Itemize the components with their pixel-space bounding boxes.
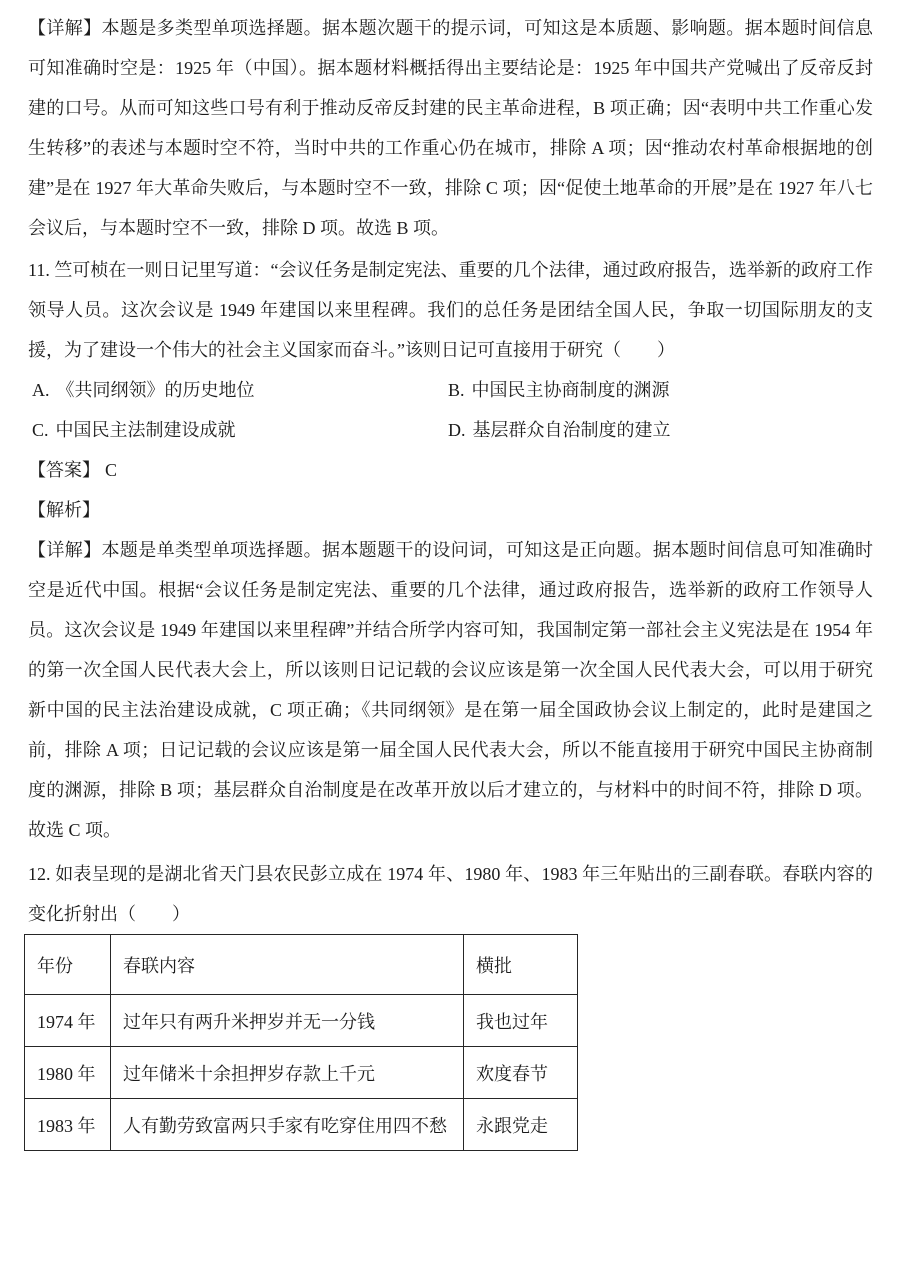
option-d-label: D. <box>448 420 466 440</box>
table-row <box>25 1047 578 1099</box>
answer-value: C <box>105 460 118 480</box>
option-a-text: 《共同纲领》的历史地位 <box>56 380 255 400</box>
option-c <box>28 410 448 450</box>
option-c-text: 中国民主法制建设成就 <box>55 420 236 440</box>
option-b-label: B. <box>448 380 465 400</box>
question-11-options <box>28 370 873 450</box>
question-11-explanation-text: 本题是单类型单项选择题。据本题题干的设问词，可知这是正向题。据本题时间信息可知准确时空是近代中国。根据“会议任务是制定宪法、重要的几个法律，通过政府报告，选举新的政府工作领导人员。这次会议是 1949 年建国以来里程碑”并结合所学内容可知，我国制定第一部社会主义宪法是在 1954 年的第一次全国人民代表大会上，所以该则日记记载的会议应该是第一次全国人民代表大会，可以用于研究新中国的民主法治建设成就，C 项正确；《共同纲领》是在第一届全国政协会议上制定的，此时是建国之前，排除 A 项；日记记载的会议应该是第一届全国人民代表大会，所以不能直接用于研究中国民主协商制度的渊源，排除 B 项；基层群众自治制度是在改革开放以后才建立的，与材料中的时间不符，排除 D 项。故选 C 项。 <box>28 540 873 840</box>
header-cell-banner: 横批 <box>464 935 578 995</box>
table-header-row <box>25 935 578 995</box>
question-11-answer-line <box>28 450 873 490</box>
analysis-label: 【解析】 <box>28 500 100 520</box>
option-a-label: A. <box>32 380 50 400</box>
question-12-stem: 12. 如表呈现的是湖北省天门县农民彭立成在 1974 年、1980 年、1983 年三年贴出的三副春联。春联内容的变化折射出（ ） <box>28 864 873 924</box>
option-b-text: 中国民主协商制度的渊源 <box>471 380 670 400</box>
q10-explanation-text: 本题是多类型单项选择题。据本题次题干的提示词，可知这是本质题、影响题。据本题时间信息可知准确时空是：1925 年（中国）。据本题材料概括得出主要结论是：1925 年中国共产党喊出了反帝反封建的口号。从而可知这些口号有利于推动反帝反封建的民主革命进程，B 项正确；因“表明中共工作重心发生转移”的表述与本题时空不符，当时中共的工作重心仍在城市，排除 A 项；因“推动农村革命根据地的创建”是在 1927 年大革命失败后，与本题时空不一致，排除 C 项；因“促使土地革命的开展”是在 1927 年八七会议后，与本题时空不一致，排除 D 项。故选 B 项。 <box>28 18 873 238</box>
cell-year-1974: 1974 年 <box>25 995 111 1047</box>
cell-banner-1980: 欢度春节 <box>464 1047 578 1099</box>
option-d-text: 基层群众自治制度的建立 <box>472 420 671 440</box>
header-cell-year: 年份 <box>25 935 111 995</box>
option-a <box>28 370 448 410</box>
cell-couplet-1983: 人有勤劳致富两只手家有吃穿住用四不愁 <box>111 1099 464 1151</box>
question-11-explanation-paragraph <box>28 530 873 850</box>
question-11-analysis-line <box>28 490 873 530</box>
answer-label: 【答案】 <box>28 460 100 480</box>
question-11-stem: 11. 竺可桢在一则日记里写道：“会议任务是制定宪法、重要的几个法律，通过政府报告，选举新的政府工作领导人员。这次会议是 1949 年建国以来里程碑。我们的总任务是团结全国人民，争取一切国际朋友的支援，为了建设一个伟大的社会主义国家而奋斗。”该则日记可直接用于研究（ ） <box>28 260 873 360</box>
option-c-label: C. <box>32 420 49 440</box>
cell-couplet-1980: 过年储米十余担押岁存款上千元 <box>111 1047 464 1099</box>
question-12-table <box>24 934 578 1151</box>
option-b <box>448 370 873 410</box>
table-row <box>25 995 578 1047</box>
header-cell-couplet-content: 春联内容 <box>111 935 464 995</box>
cell-year-1983: 1983 年 <box>25 1099 111 1151</box>
detail-label: 【详解】 <box>28 540 102 560</box>
cell-year-1980: 1980 年 <box>25 1047 111 1099</box>
q10-explanation-paragraph <box>28 8 873 248</box>
cell-banner-1983: 永跟党走 <box>464 1099 578 1151</box>
cell-banner-1974: 我也过年 <box>464 995 578 1047</box>
table-row <box>25 1099 578 1151</box>
option-d <box>448 410 873 450</box>
detail-label: 【详解】 <box>28 18 102 38</box>
cell-couplet-1974: 过年只有两升米押岁并无一分钱 <box>111 995 464 1047</box>
